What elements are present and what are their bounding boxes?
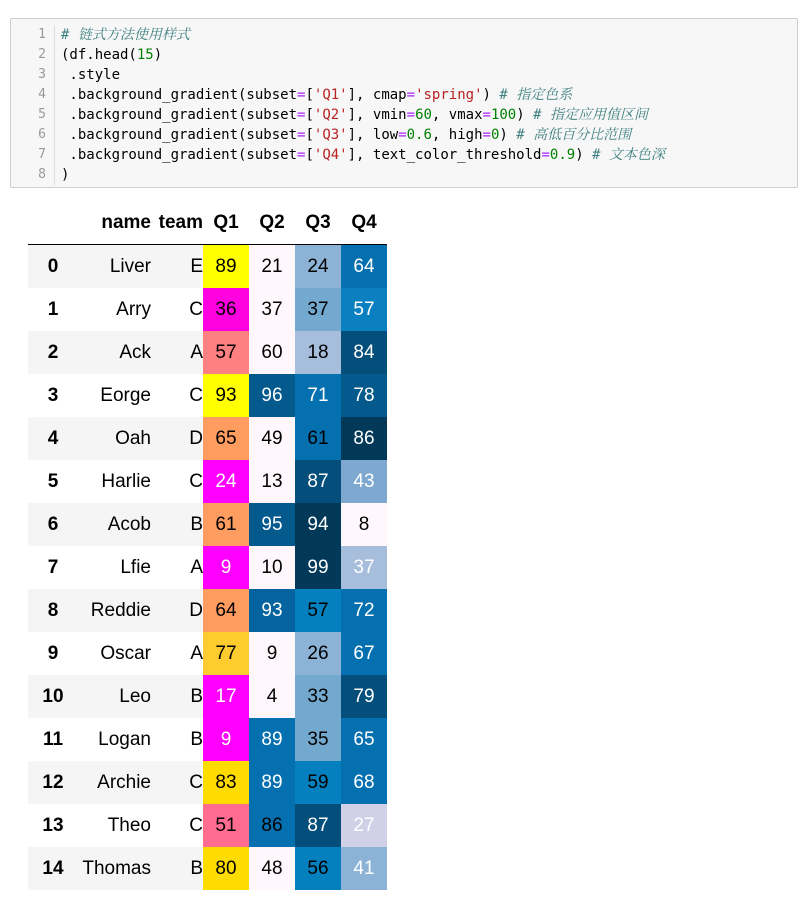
cell-q1: 9 bbox=[203, 546, 249, 589]
table-row bbox=[28, 761, 387, 804]
code-token: # 链式方法使用样式 bbox=[61, 27, 190, 43]
cell-q2: 37 bbox=[249, 288, 295, 331]
table-row bbox=[28, 503, 387, 546]
code-line bbox=[61, 105, 789, 125]
row-index: 1 bbox=[47, 298, 59, 320]
code-token: 60 bbox=[415, 107, 432, 123]
line-number: 1 bbox=[38, 27, 46, 42]
line-number: 2 bbox=[38, 47, 46, 62]
code-token: # 指定色系 bbox=[499, 87, 573, 103]
code-token: = bbox=[541, 147, 550, 163]
cell-q3: 59 bbox=[295, 761, 341, 804]
cell-q2: 89 bbox=[249, 718, 295, 761]
code-line bbox=[61, 25, 789, 45]
line-number: 4 bbox=[38, 87, 46, 102]
cell-name: Liver bbox=[109, 255, 151, 277]
code-token: = bbox=[482, 127, 491, 143]
code-token: ) bbox=[516, 107, 534, 123]
code-token: ) bbox=[153, 47, 163, 63]
cell-q3: 71 bbox=[295, 374, 341, 417]
table-row bbox=[28, 245, 387, 289]
row-index: 4 bbox=[47, 427, 59, 449]
cell-q2: 4 bbox=[249, 675, 295, 718]
cell-name: Oah bbox=[115, 427, 151, 449]
cell-name: Harlie bbox=[101, 470, 151, 492]
code-line bbox=[61, 145, 789, 165]
column-header-name: name bbox=[78, 202, 151, 245]
table-row bbox=[28, 417, 387, 460]
code-token: 100 bbox=[490, 107, 517, 123]
code-token: = bbox=[398, 127, 407, 143]
cell-q4: 79 bbox=[341, 675, 387, 718]
code-token: # 文本色深 bbox=[592, 147, 665, 163]
row-index: 10 bbox=[42, 685, 64, 707]
cell-q1: 77 bbox=[203, 632, 249, 675]
cell-q1: 36 bbox=[203, 288, 249, 331]
code-token: 'spring' bbox=[415, 87, 483, 103]
cell-q1: 80 bbox=[203, 847, 249, 890]
cell-q2: 21 bbox=[249, 245, 295, 289]
code-token: = bbox=[297, 87, 306, 103]
code-line bbox=[61, 65, 789, 85]
code-token: 0.6 bbox=[406, 127, 432, 143]
cell-q4: 72 bbox=[341, 589, 387, 632]
cell-q2: 86 bbox=[249, 804, 295, 847]
cell-q4: 86 bbox=[341, 417, 387, 460]
row-index: 6 bbox=[47, 513, 59, 535]
cell-name: Leo bbox=[119, 685, 151, 707]
cell-q2: 49 bbox=[249, 417, 295, 460]
table-row bbox=[28, 288, 387, 331]
cell-q4: 68 bbox=[341, 761, 387, 804]
table-row bbox=[28, 804, 387, 847]
cell-name: Reddie bbox=[90, 599, 151, 621]
cell-name: Archie bbox=[97, 771, 151, 793]
cell-q3: 26 bbox=[295, 632, 341, 675]
row-index: 11 bbox=[42, 728, 64, 750]
cell-q1: 61 bbox=[203, 503, 249, 546]
code-token: ], text_color_threshold bbox=[347, 147, 542, 163]
code-token: [ bbox=[305, 107, 314, 123]
code-token: .background_gradient(subset bbox=[61, 87, 298, 103]
row-index: 5 bbox=[47, 470, 59, 492]
row-index: 14 bbox=[42, 857, 64, 879]
code-token: 'Q3' bbox=[313, 127, 348, 143]
table-header-row bbox=[28, 202, 387, 245]
code-token: # 指定应用值区间 bbox=[533, 107, 648, 123]
table-row bbox=[28, 460, 387, 503]
row-index: 0 bbox=[47, 255, 59, 277]
cell-q1: 9 bbox=[203, 718, 249, 761]
cell-q3: 87 bbox=[295, 460, 341, 503]
cell-name: Ack bbox=[119, 341, 151, 363]
cell-q1: 93 bbox=[203, 374, 249, 417]
code-token: ], cmap bbox=[347, 87, 407, 103]
cell-name: Arry bbox=[116, 298, 151, 320]
cell-q3: 56 bbox=[295, 847, 341, 890]
code-line bbox=[61, 125, 789, 145]
cell-name: Lfie bbox=[120, 556, 151, 578]
cell-q3: 99 bbox=[295, 546, 341, 589]
cell-name: Thomas bbox=[82, 857, 151, 879]
cell-team: D bbox=[189, 427, 203, 449]
cell-q3: 61 bbox=[295, 417, 341, 460]
line-number: 3 bbox=[38, 67, 46, 82]
cell-q1: 83 bbox=[203, 761, 249, 804]
cell-q4: 78 bbox=[341, 374, 387, 417]
cell-team: A bbox=[190, 556, 203, 578]
code-token: = bbox=[406, 87, 416, 103]
cell-team: B bbox=[190, 728, 203, 750]
cell-team: C bbox=[189, 384, 203, 406]
cell-team: B bbox=[190, 857, 203, 879]
cell-name: Oscar bbox=[100, 642, 151, 664]
cell-q2: 60 bbox=[249, 331, 295, 374]
column-header-q4: Q4 bbox=[341, 202, 387, 245]
cell-q1: 51 bbox=[203, 804, 249, 847]
cell-q2: 13 bbox=[249, 460, 295, 503]
cell-q1: 24 bbox=[203, 460, 249, 503]
code-token: .background_gradient(subset bbox=[61, 127, 298, 143]
cell-q2: 48 bbox=[249, 847, 295, 890]
code-token: [ bbox=[305, 147, 314, 163]
row-index: 2 bbox=[47, 341, 59, 363]
cell-q4: 8 bbox=[341, 503, 387, 546]
code-cell[interactable] bbox=[10, 18, 798, 188]
cell-team: C bbox=[189, 771, 203, 793]
cell-q3: 37 bbox=[295, 288, 341, 331]
cell-q1: 89 bbox=[203, 245, 249, 289]
column-header-q2: Q2 bbox=[249, 202, 295, 245]
code-token: = bbox=[406, 107, 416, 123]
cell-q2: 95 bbox=[249, 503, 295, 546]
index-header bbox=[28, 202, 78, 245]
cell-team: A bbox=[190, 341, 203, 363]
code-token: ) bbox=[499, 127, 517, 143]
table-row bbox=[28, 632, 387, 675]
code-token: = bbox=[482, 107, 491, 123]
row-index: 3 bbox=[47, 384, 59, 406]
cell-team: D bbox=[189, 599, 203, 621]
code-token: = bbox=[297, 127, 306, 143]
cell-team: B bbox=[190, 513, 203, 535]
row-index: 9 bbox=[47, 642, 59, 664]
code-token: .style bbox=[61, 67, 121, 83]
row-index: 13 bbox=[42, 814, 64, 836]
table-row bbox=[28, 546, 387, 589]
cell-name: Theo bbox=[107, 814, 151, 836]
column-header-q1: Q1 bbox=[203, 202, 249, 245]
cell-q3: 35 bbox=[295, 718, 341, 761]
cell-q4: 84 bbox=[341, 331, 387, 374]
cell-q4: 67 bbox=[341, 632, 387, 675]
code-token: .background_gradient(subset bbox=[61, 147, 298, 163]
row-index: 7 bbox=[47, 556, 59, 578]
table-row bbox=[28, 374, 387, 417]
cell-q4: 57 bbox=[341, 288, 387, 331]
code-token: ) bbox=[482, 87, 500, 103]
row-index: 12 bbox=[42, 771, 64, 793]
cell-q3: 33 bbox=[295, 675, 341, 718]
code-token: = bbox=[297, 107, 306, 123]
cell-team: A bbox=[190, 642, 203, 664]
line-number-gutter bbox=[11, 25, 55, 185]
table-row bbox=[28, 718, 387, 761]
cell-name: Acob bbox=[107, 513, 151, 535]
dataframe-table bbox=[28, 202, 387, 890]
code-token: ) bbox=[575, 147, 593, 163]
cell-name: Eorge bbox=[100, 384, 151, 406]
code-token: ], low bbox=[347, 127, 399, 143]
code-token: [ bbox=[305, 87, 314, 103]
code-editor[interactable] bbox=[61, 25, 789, 185]
code-line bbox=[61, 45, 789, 65]
cell-q3: 24 bbox=[295, 245, 341, 289]
cell-team: C bbox=[189, 814, 203, 836]
cell-q4: 37 bbox=[341, 546, 387, 589]
cell-q2: 89 bbox=[249, 761, 295, 804]
code-token: .background_gradient(subset bbox=[61, 107, 298, 123]
line-number: 6 bbox=[38, 127, 46, 142]
column-header-team: team bbox=[151, 202, 203, 245]
code-token: ) bbox=[61, 167, 70, 183]
table-body bbox=[28, 245, 387, 891]
code-token: (df.head( bbox=[61, 47, 137, 63]
code-token: [ bbox=[305, 127, 314, 143]
cell-name: Logan bbox=[98, 728, 151, 750]
cell-q3: 87 bbox=[295, 804, 341, 847]
code-token: 0.9 bbox=[549, 147, 576, 163]
cell-q3: 57 bbox=[295, 589, 341, 632]
table-row bbox=[28, 675, 387, 718]
cell-q3: 94 bbox=[295, 503, 341, 546]
cell-team: E bbox=[190, 255, 203, 277]
cell-q2: 96 bbox=[249, 374, 295, 417]
row-index: 8 bbox=[47, 599, 59, 621]
cell-q1: 57 bbox=[203, 331, 249, 374]
cell-q1: 17 bbox=[203, 675, 249, 718]
cell-q4: 64 bbox=[341, 245, 387, 289]
cell-q3: 18 bbox=[295, 331, 341, 374]
cell-team: B bbox=[190, 685, 203, 707]
table-row bbox=[28, 331, 387, 374]
cell-q4: 27 bbox=[341, 804, 387, 847]
code-token: 0 bbox=[490, 127, 500, 143]
code-token: 'Q2' bbox=[313, 107, 348, 123]
cell-q4: 65 bbox=[341, 718, 387, 761]
cell-q4: 43 bbox=[341, 460, 387, 503]
cell-q2: 93 bbox=[249, 589, 295, 632]
cell-team: C bbox=[189, 298, 203, 320]
cell-team: C bbox=[189, 470, 203, 492]
cell-q1: 64 bbox=[203, 589, 249, 632]
code-token: 'Q1' bbox=[313, 87, 348, 103]
line-number: 5 bbox=[38, 107, 46, 122]
code-token: 'Q4' bbox=[313, 147, 348, 163]
code-token: = bbox=[297, 147, 306, 163]
line-number: 8 bbox=[38, 167, 46, 182]
code-line bbox=[61, 85, 789, 105]
code-token: # 高低百分比范围 bbox=[516, 127, 632, 143]
line-number: 7 bbox=[38, 147, 46, 162]
code-token: 15 bbox=[136, 47, 154, 63]
cell-q2: 9 bbox=[249, 632, 295, 675]
column-header-q3: Q3 bbox=[295, 202, 341, 245]
cell-q2: 10 bbox=[249, 546, 295, 589]
table-row bbox=[28, 589, 387, 632]
cell-q1: 65 bbox=[203, 417, 249, 460]
code-token: , vmax bbox=[431, 107, 483, 123]
code-token: ], vmin bbox=[347, 107, 407, 123]
table-row bbox=[28, 847, 387, 890]
cell-q4: 41 bbox=[341, 847, 387, 890]
code-token: , high bbox=[431, 127, 483, 143]
code-line bbox=[61, 165, 789, 185]
